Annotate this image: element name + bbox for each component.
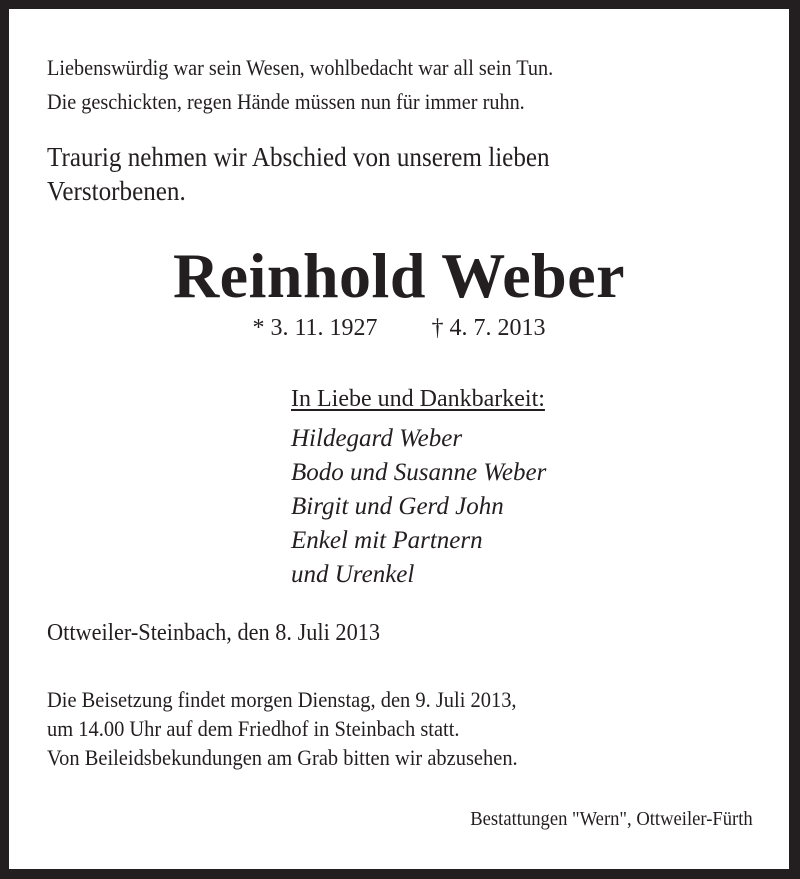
mourner: Hildegard Weber [291, 425, 463, 452]
burial-line: um 14.00 Uhr auf dem Friedhof in Steinbach statt. [47, 716, 460, 741]
mourner: Bodo und Susanne Weber [291, 459, 547, 486]
verse [47, 51, 553, 119]
intro-text [47, 140, 550, 208]
verse-line: Liebenswürdig war sein Wesen, wohlbedacht war all sein Tun. [47, 55, 554, 80]
undertaker: Bestattungen "Wern", Ottweiler-Fürth [470, 808, 753, 830]
burial-info [47, 685, 518, 772]
mourner: und Urenkel [291, 561, 415, 588]
place-date: Ottweiler-Steinbach, den 8. Juli 2013 [47, 620, 381, 646]
burial-line: Die Beisetzung findet morgen Dienstag, den 9. Juli 2013, [47, 687, 517, 712]
verse-line: Die geschickten, regen Hände müssen nun für immer ruhn. [47, 89, 525, 114]
mourners-list [291, 422, 546, 592]
death-date: † 4. 7. 2013 [431, 315, 546, 341]
thanks-heading: In Liebe und Dankbarkeit: [291, 386, 545, 412]
life-dates [9, 312, 789, 344]
intro-line: Traurig nehmen wir Abschied von unserem lieben [47, 142, 550, 172]
mourner: Birgit und Gerd John [291, 493, 504, 520]
mourner: Enkel mit Partnern [291, 527, 483, 554]
intro-line: Verstorbenen. [47, 176, 186, 206]
deceased-name: Reinhold Weber [172, 240, 626, 311]
birth-date: * 3. 11. 1927 [252, 315, 378, 341]
burial-line: Von Beileidsbekundungen am Grab bitten wir abzusehen. [47, 745, 518, 770]
obituary-notice [9, 9, 789, 869]
